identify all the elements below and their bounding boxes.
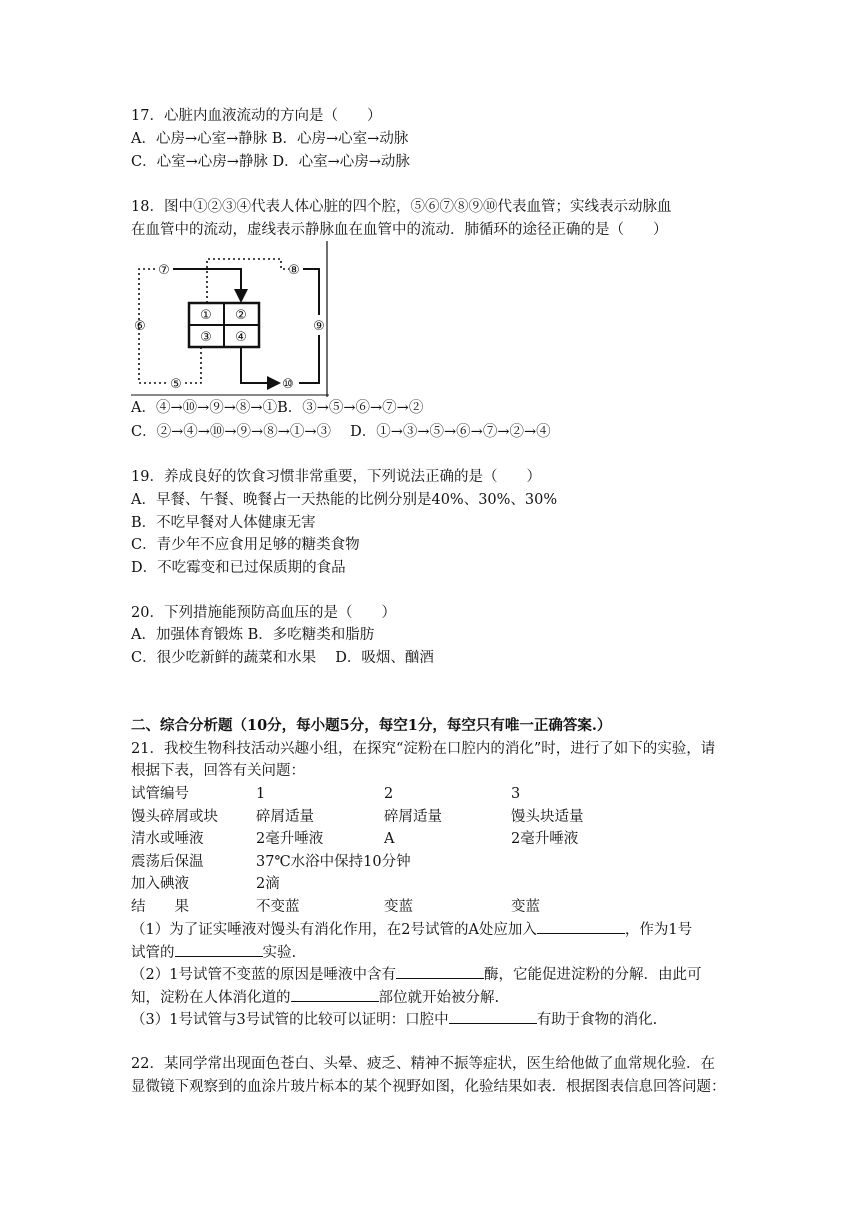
q21-part2-line2: [131, 986, 499, 1009]
text: 知，淀粉在人体消化道的: [131, 990, 291, 1006]
table-cell: 震荡后保温: [131, 854, 204, 870]
table-cell: 加入碘液: [131, 876, 189, 892]
table-cell: 碎屑适量: [384, 809, 442, 825]
table-cell: 馒头块适量: [511, 809, 584, 825]
q17-options-ab: A．心房→心室→静脉 B．心房→心室→动脉: [131, 131, 409, 147]
q21-part1-line2: [131, 941, 296, 964]
q21-part2-line1: [131, 963, 701, 986]
answer-blank[interactable]: [175, 941, 263, 957]
text: （1）为了证实唾液对馒头有消化作用，在2号试管的A处应加入: [131, 922, 537, 938]
arterial-path-top: [173, 269, 241, 299]
vessel-label-8: ⑧: [288, 263, 300, 278]
vessel-label-5: ⑤: [170, 377, 182, 392]
chamber-label-4: ④: [235, 330, 247, 345]
table-cell: 3: [511, 786, 521, 802]
table-cell: 2滴: [256, 876, 280, 892]
text: 有助于食物的消化.: [536, 1012, 658, 1028]
vessel-label-7: ⑦: [158, 263, 170, 278]
table-cell: 2: [384, 786, 394, 802]
table-cell: 1: [256, 786, 266, 802]
text: （3）1号试管与3号试管的比较可以证明：口腔中: [131, 1012, 449, 1028]
table-cell: 试管编号: [131, 786, 189, 802]
vessel-label-6: ⑥: [134, 319, 146, 334]
chamber-label-3: ③: [200, 330, 212, 345]
venous-path-bottom: [185, 347, 201, 383]
chamber-label-2: ②: [235, 308, 247, 323]
table-cell: 馒头碎屑或块: [131, 809, 218, 825]
answer-blank[interactable]: [537, 918, 625, 934]
answer-blank[interactable]: [449, 1008, 537, 1024]
q19-option-d: D．不吃霉变和已过保质期的食品: [131, 560, 346, 576]
table-cell: 2毫升唾液: [511, 831, 579, 847]
q17-stem: 17．心脏内血液流动的方向是（ ）: [131, 108, 382, 124]
q20-options-cd: C．很少吃新鲜的蔬菜和水果 D．吸烟、酗酒: [131, 650, 434, 666]
table-cell: 变蓝: [384, 899, 413, 915]
table-cell: 2毫升唾液: [256, 831, 324, 847]
table-cell: A: [384, 831, 395, 847]
q19-option-c: C．青少年不应食用足够的糖类食物: [131, 537, 360, 553]
q21-stem-line2: 根据下表，回答有关问题：: [131, 763, 305, 779]
venous-path-top: [207, 259, 289, 303]
q18-options-cd: C．②→④→⑩→⑨→⑧→①→③ D．①→③→⑤→⑥→⑦→②→④: [131, 424, 551, 440]
q19-option-a: A．早餐、午餐、晚餐占一天热能的比例分别是40%、30%、30%: [131, 492, 558, 508]
text: （2）1号试管不变蓝的原因是唾液中含有: [131, 967, 396, 983]
q18-stem-line2: 在血管中的流动，虚线表示静脉血在血管中的流动．肺循环的途径正确的是（ ）: [131, 222, 668, 238]
q20-stem: 20．下列措施能预防高血压的是（ ）: [131, 605, 396, 621]
arterial-path-bottom: [241, 347, 277, 383]
q19-stem: 19．养成良好的饮食习惯非常重要，下列说法正确的是（ ）: [131, 469, 541, 485]
q22-stem-line1: 22．某同学常出现面色苍白、头晕、疲乏、精神不振等症状，医生给他做了血常规化验．在: [131, 1056, 715, 1072]
arterial-path-right-upper: [303, 269, 319, 315]
q18-options-ab: A．④→⑩→⑨→⑧→①B．③→⑤→⑥→⑦→②: [131, 400, 424, 416]
q22-stem-line2: 显微镜下观察到的血涂片玻片标本的某个视野如图，化验结果如表．根据图表信息回答问题：: [131, 1079, 726, 1095]
text: 试管的: [131, 945, 175, 961]
table-cell: 碎屑适量: [256, 809, 314, 825]
arterial-path-right-lower: [299, 335, 319, 383]
table-cell: 变蓝: [511, 899, 540, 915]
heart-circulation-diagram: [131, 241, 329, 397]
table-cell: 不变蓝: [256, 899, 300, 915]
section2-heading: 二、综合分析题（10分，每小题5分，每空1分，每空只有唯一正确答案.）: [131, 717, 612, 734]
text: 实验.: [262, 945, 297, 961]
vessel-label-10: ⑩: [282, 377, 294, 392]
q17-options-cd: C．心室→心房→静脉 D．心室→心房→动脉: [131, 154, 410, 170]
q21-stem-line1: 21．我校生物科技活动兴趣小组，在探究“淀粉在口腔内的消化”时，进行了如下的实验，请: [131, 741, 716, 757]
q21-part3-line1: [131, 1008, 657, 1031]
chamber-label-1: ①: [200, 308, 212, 323]
q18-stem-line1: 18．图中①②③④代表人体心脏的四个腔，⑤⑥⑦⑧⑨⑩代表血管；实线表示动脉血: [131, 199, 672, 215]
text: 部位就开始被分解.: [378, 990, 500, 1006]
q19-option-b: B．不吃早餐对人体健康无害: [131, 515, 316, 531]
text: 酶，它能促进淀粉的分解．由此可: [483, 967, 702, 983]
text: ，作为1号: [624, 922, 693, 938]
table-cell: 结 果: [131, 899, 189, 915]
vessel-label-9: ⑨: [313, 319, 325, 334]
q21-part1-line1: [131, 918, 692, 941]
table-cell: 37℃水浴中保持10分钟: [256, 854, 411, 870]
table-cell: 清水或唾液: [131, 831, 204, 847]
answer-blank[interactable]: [291, 986, 379, 1002]
q20-options-ab: A．加强体育锻炼 B．多吃糖类和脂肪: [131, 627, 375, 643]
answer-blank[interactable]: [396, 963, 484, 979]
